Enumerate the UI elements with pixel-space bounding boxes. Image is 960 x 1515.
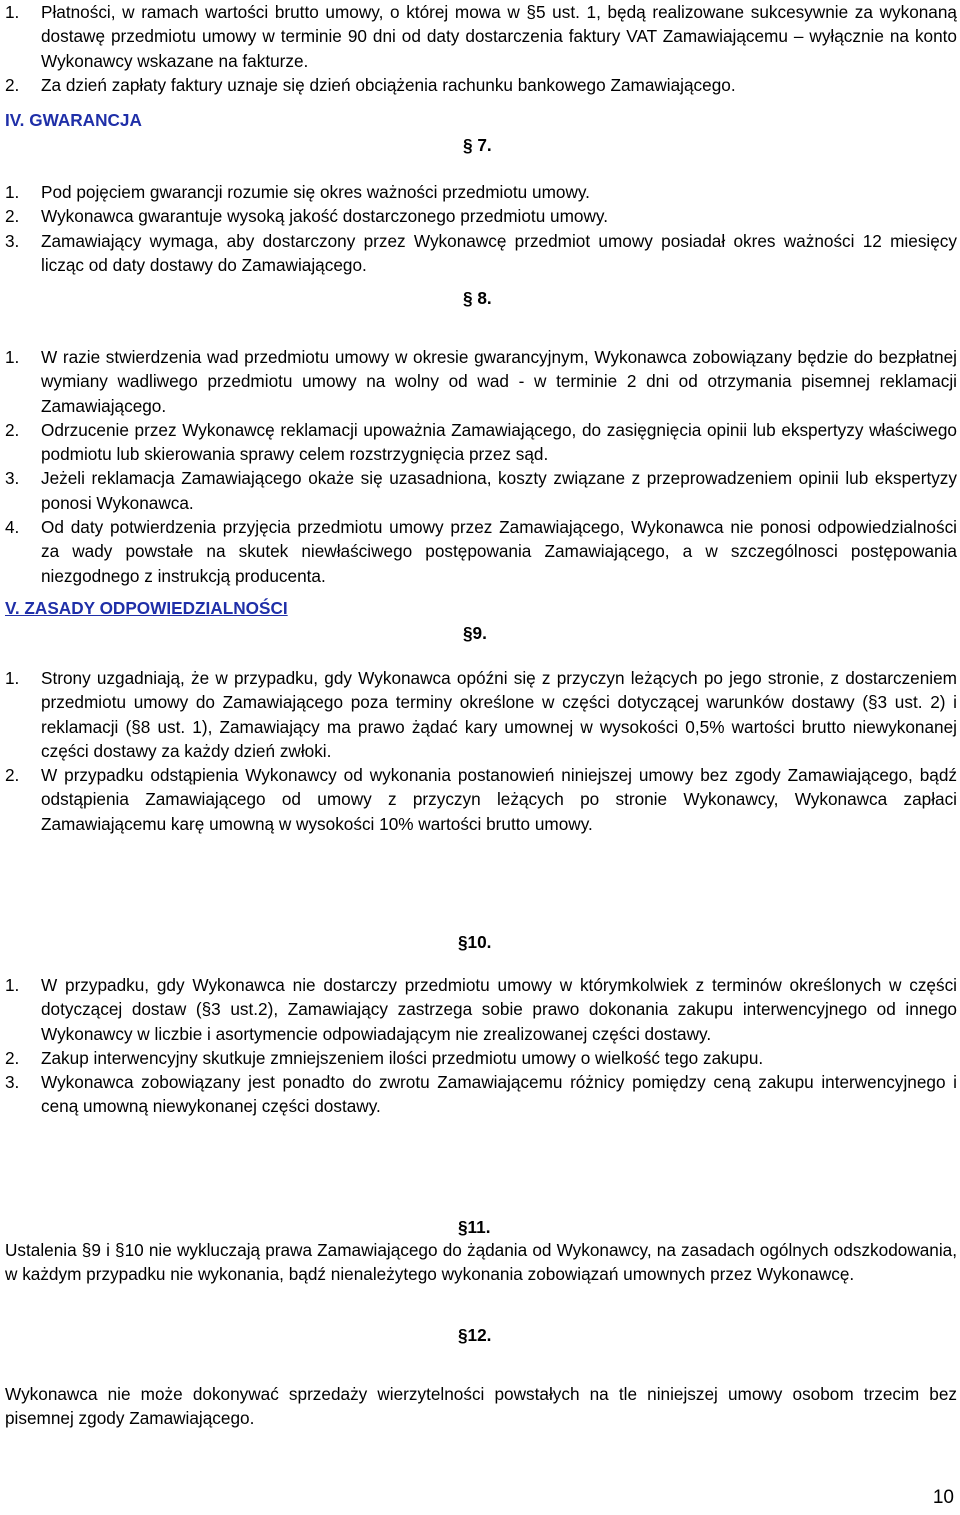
paragraph-label-11: §11. — [458, 1217, 491, 1237]
item-text: Odrzucenie przez Wykonawcę reklamacji upoważnia Zamawiającego, do zasięgnięcia opinii lub ekspertyzy właściwego podmiotu lub skierowania sprawy celem rozstrzygnięcia przez sąd. — [41, 419, 957, 465]
item-text: W przypadku odstąpienia Wykonawcy od wykonania postanowień niniejszej umowy bez zgody Zamawiającego, bądź odstąpienia Zamawiającego od umowy z przyczyn leżących po stronie Wykonawcy, Wykonawca zapłaci Zamawiającemu karę umowną w wysokości 10% wartości brutto umowy. — [41, 765, 957, 834]
paragraph-label-12: §12. — [458, 1325, 492, 1345]
list-item — [5, 180, 957, 204]
paragraph-label-7: § 7. — [463, 135, 492, 155]
item-number: 2. — [5, 74, 20, 95]
list-item — [5, 229, 957, 278]
list-item — [5, 204, 957, 228]
payment-list — [5, 0, 957, 97]
par8-list — [5, 345, 957, 588]
list-item — [5, 1046, 957, 1070]
item-text: Wykonawca zobowiązany jest ponadto do zwrotu Zamawiającemu różnicy pomiędzy ceną zakupu interwencyjnego i ceną umowną niewykonanej części dostawy. — [41, 1072, 957, 1117]
item-number: 3. — [5, 468, 20, 489]
item-text: Strony uzgadniają, że w przypadku, gdy Wykonawca opóźni się z przyczyn leżących po jego stronie, z dostarczeniem przedmiotu umowy do Zamawiającego poza terminy określone w części dotyczącej warunków dostawy (§3 ust. 2) i reklamacji (§8 ust. 1), Zamawiający ma prawo żądać kary umownej w wysokości 0,5% wartości brutto niewykonanej części dostawy za każdy dzień zwłoki. — [41, 668, 957, 761]
section-heading-v: V. ZASADY ODPOWIEDZIALNOŚCI — [5, 598, 288, 618]
item-text: Płatności, w ramach wartości brutto umowy, o której mowa w §5 ust. 1, będą realizowane sukcesywnie za wykonaną dostawę przedmiotu umowy w terminie 90 dni od daty dostarczenia faktury VAT Zamawiającemu – wyłącznie na konto Wykonawcy wskazane na fakturze. — [41, 2, 957, 71]
paragraph-label-9: §9. — [463, 623, 487, 643]
item-text: Jeżeli reklamacja Zamawiającego okaże się uzasadniona, koszty związane z przeprowadzeniem opinii lub ekspertyzy ponosi Wykonawca. — [41, 468, 957, 513]
paragraph-label-8: § 8. — [463, 288, 492, 308]
item-number: 3. — [5, 1072, 20, 1093]
par9-list — [5, 666, 957, 836]
list-item — [5, 73, 957, 97]
par7-list — [5, 180, 957, 277]
list-item — [5, 1070, 957, 1119]
item-text: Wykonawca gwarantuje wysoką jakość dostarczonego przedmiotu umowy. — [41, 206, 608, 227]
item-number: 1. — [5, 975, 20, 995]
item-number: 2. — [5, 1047, 20, 1068]
item-text: Zamawiający wymaga, aby dostarczony przez Wykonawcę przedmiot umowy posiadał okres ważności 12 miesięcy licząc od daty dostawy do Zamawiającego. — [41, 230, 957, 275]
par12-text: Wykonawca nie może dokonywać sprzedaży wierzytelności powstałych na tle niniejszej umowy osobom trzecim bez pisemnej zgody Zamawiającego. — [5, 1384, 957, 1429]
item-text: Zakup interwencyjny skutkuje zmniejszeniem ilości przedmiotu umowy o wielkość tego zakupu. — [41, 1047, 764, 1068]
item-text: Za dzień zapłaty faktury uznaje się dzień obciążenia rachunku bankowego Zamawiającego. — [41, 74, 736, 95]
list-item — [5, 763, 957, 836]
list-item — [5, 466, 957, 515]
par11-text: Ustalenia §9 i §10 nie wykluczają prawa Zamawiającego do żądania od Wykonawcy, na zasadach ogólnych odszkodowania, w każdym przypadku nie wykonania, bądź nienależytego wykonania zobowiązań umownych przez Wykonawcę. — [5, 1240, 957, 1285]
item-number: 3. — [5, 230, 20, 251]
item-number: 1. — [5, 182, 20, 202]
item-text: W razie stwierdzenia wad przedmiotu umowy w okresie gwarancyjnym, Wykonawca zobowiązany będzie do bezpłatnej wymiany wadliwego przedmiotu umowy na wolny od wad - w terminie 2 dni od otrzymania pisemnej reklamacji Zamawiającego. — [41, 347, 957, 416]
section-heading-iv: IV. GWARANCJA — [5, 110, 142, 130]
list-item — [5, 418, 957, 467]
paragraph-label-10: §10. — [458, 932, 492, 952]
list-item — [5, 666, 957, 763]
item-number: 1. — [5, 668, 20, 688]
item-number: 1. — [5, 2, 20, 22]
item-text: Pod pojęciem gwarancji rozumie się okres ważności przedmiotu umowy. — [41, 182, 590, 202]
list-item — [5, 973, 957, 1046]
item-number: 1. — [5, 347, 20, 367]
list-item — [5, 515, 957, 588]
item-text: W przypadku, gdy Wykonawca nie dostarczy przedmiotu umowy w którymkolwiek z terminów określonych w części dotyczącej dostaw (§3 ust.2), Zamawiający zastrzega sobie prawo dokonania zakupu interwencyjnego od innego Wykonawcy w liczbie i asortymencie odpowiadającym nie zrealizowanej części dostawy. — [41, 975, 957, 1044]
page-number: 10 — [932, 1487, 954, 1508]
item-number: 2. — [5, 765, 20, 786]
item-text: Od daty potwierdzenia przyjęcia przedmiotu umowy przez Zamawiającego, Wykonawca nie ponosi odpowiedzialności za wady powstałe na skutek niewłaściwego postępowania Zamawiającego, a w szczególnosci postępowania niezgodnego z instrukcją producenta. — [41, 517, 957, 586]
item-number: 2. — [5, 419, 20, 440]
item-number: 2. — [5, 206, 20, 227]
par10-list — [5, 973, 957, 1119]
list-item — [5, 345, 957, 418]
item-number: 4. — [5, 517, 20, 538]
list-item — [5, 0, 957, 73]
